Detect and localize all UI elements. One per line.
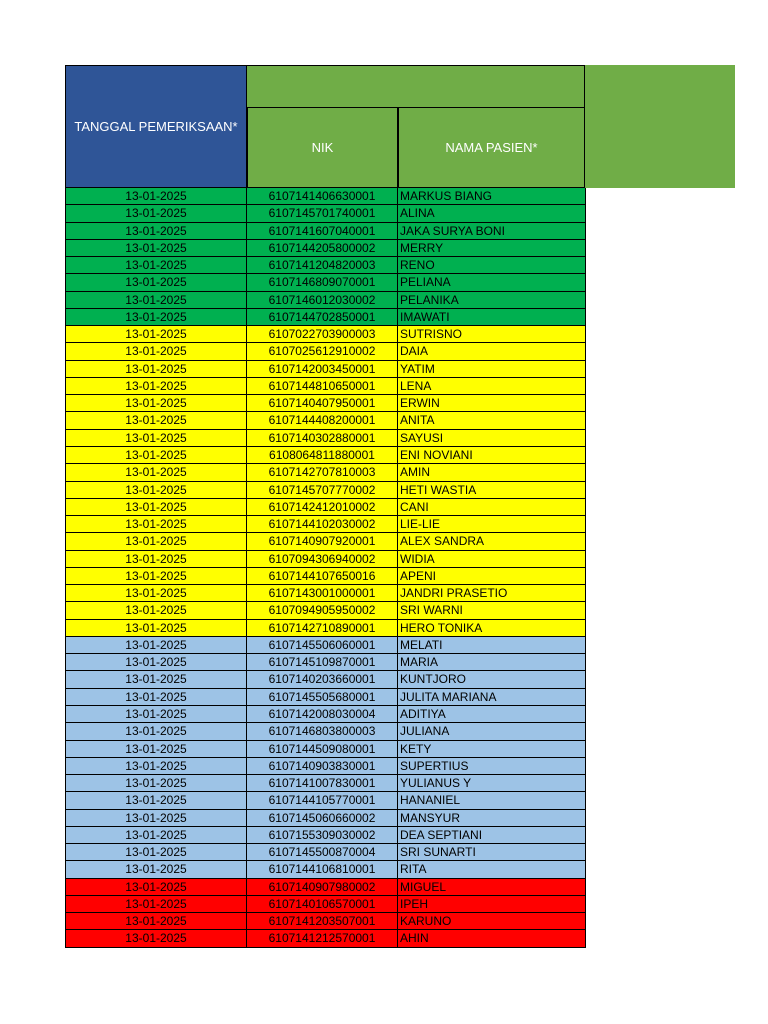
table-row [65, 378, 586, 395]
table-row [65, 482, 586, 499]
cell-nama-pasien[interactable]: IPEH [398, 896, 586, 913]
cell-nama-pasien[interactable]: JAKA SURYA BONI [398, 223, 586, 240]
cell-tanggal[interactable]: 13-01-2025 [65, 257, 247, 274]
cell-nama-pasien[interactable]: SRI WARNI [398, 602, 586, 619]
cell-nik[interactable]: 6107146012030002 [247, 292, 398, 309]
cell-tanggal[interactable]: 13-01-2025 [65, 689, 247, 706]
cell-tanggal[interactable]: 13-01-2025 [65, 844, 247, 861]
header-tanggal-pemeriksaan[interactable]: TANGGAL PEMERIKSAAN* [65, 65, 247, 188]
cell-nama-pasien[interactable]: KETY [398, 741, 586, 758]
header-fill-extension [585, 65, 735, 188]
cell-tanggal[interactable]: 13-01-2025 [65, 723, 247, 740]
table-row [65, 533, 586, 550]
cell-nama-pasien[interactable]: ANITA [398, 412, 586, 429]
cell-tanggal[interactable]: 13-01-2025 [65, 378, 247, 395]
cell-nama-pasien[interactable]: AHIN [398, 930, 586, 947]
cell-nik[interactable]: 6107094306940002 [247, 551, 398, 568]
cell-nama-pasien[interactable]: DEA SEPTIANI [398, 827, 586, 844]
table-row [65, 188, 586, 205]
cell-nik[interactable]: 6107145060660002 [247, 810, 398, 827]
cell-nama-pasien[interactable]: RITA [398, 861, 586, 878]
cell-nik[interactable]: 6107141212570001 [247, 930, 398, 947]
table-row [65, 706, 586, 723]
cell-tanggal[interactable]: 13-01-2025 [65, 326, 247, 343]
cell-tanggal[interactable]: 13-01-2025 [65, 188, 247, 205]
table-row [65, 620, 586, 637]
cell-tanggal[interactable]: 13-01-2025 [65, 395, 247, 412]
cell-nama-pasien[interactable]: LENA [398, 378, 586, 395]
table-row [65, 240, 586, 257]
cell-nik[interactable]: 6107145506060001 [247, 637, 398, 654]
cell-nik[interactable]: 6107155309030002 [247, 827, 398, 844]
table-row [65, 602, 586, 619]
cell-tanggal[interactable]: 13-01-2025 [65, 879, 247, 896]
cell-nama-pasien[interactable]: SRI SUNARTI [398, 844, 586, 861]
cell-nama-pasien[interactable]: PELANIKA [398, 292, 586, 309]
cell-nik[interactable]: 6107144408200001 [247, 412, 398, 429]
table-row [65, 879, 586, 896]
cell-nik[interactable]: 6107145701740001 [247, 205, 398, 222]
cell-nik[interactable]: 6107146803800003 [247, 723, 398, 740]
cell-nik[interactable]: 6107144810650001 [247, 378, 398, 395]
cell-tanggal[interactable]: 13-01-2025 [65, 499, 247, 516]
cell-nik[interactable]: 6107140907920001 [247, 533, 398, 550]
cell-nik[interactable]: 6107140407950001 [247, 395, 398, 412]
cell-tanggal[interactable]: 13-01-2025 [65, 205, 247, 222]
table-row [65, 326, 586, 343]
cell-nik[interactable]: 6107140907980002 [247, 879, 398, 896]
cell-nama-pasien[interactable]: JULIANA [398, 723, 586, 740]
cell-nama-pasien[interactable]: HERO TONIKA [398, 620, 586, 637]
table-row [65, 257, 586, 274]
cell-nama-pasien[interactable]: AMIN [398, 464, 586, 481]
table-row [65, 430, 586, 447]
table-row [65, 861, 586, 878]
cell-tanggal[interactable]: 13-01-2025 [65, 309, 247, 326]
cell-nik[interactable]: 6107141007830001 [247, 775, 398, 792]
cell-nama-pasien[interactable]: SUTRISNO [398, 326, 586, 343]
cell-nama-pasien[interactable]: ERWIN [398, 395, 586, 412]
table-row [65, 551, 586, 568]
cell-nama-pasien[interactable]: ALINA [398, 205, 586, 222]
table-row [65, 758, 586, 775]
cell-nik[interactable]: 6107142412010002 [247, 499, 398, 516]
table-row [65, 810, 586, 827]
cell-nama-pasien[interactable]: PELIANA [398, 274, 586, 291]
table-row [65, 499, 586, 516]
cell-nik[interactable]: 6107144702850001 [247, 309, 398, 326]
cell-tanggal[interactable]: 13-01-2025 [65, 637, 247, 654]
cell-nik[interactable]: 6107144105770001 [247, 792, 398, 809]
table-row [65, 654, 586, 671]
table-row [65, 447, 586, 464]
cell-nama-pasien[interactable]: ALEX SANDRA [398, 533, 586, 550]
cell-tanggal[interactable]: 13-01-2025 [65, 827, 247, 844]
cell-tanggal[interactable]: 13-01-2025 [65, 292, 247, 309]
cell-nik[interactable]: 6107146809070001 [247, 274, 398, 291]
cell-nik[interactable]: 6107142008030004 [247, 706, 398, 723]
cell-nama-pasien[interactable]: SAYUSI [398, 430, 586, 447]
cell-tanggal[interactable]: 13-01-2025 [65, 412, 247, 429]
cell-nik[interactable]: 6107141607040001 [247, 223, 398, 240]
cell-tanggal[interactable]: 13-01-2025 [65, 447, 247, 464]
cell-nama-pasien[interactable]: MARKUS BIANG [398, 188, 586, 205]
table-row [65, 637, 586, 654]
cell-nik[interactable]: 6107140903830001 [247, 758, 398, 775]
cell-nik[interactable]: 6108064811880001 [247, 447, 398, 464]
table-row [65, 274, 586, 291]
cell-nama-pasien[interactable]: YULIANUS Y [398, 775, 586, 792]
cell-tanggal[interactable]: 13-01-2025 [65, 274, 247, 291]
cell-nik[interactable]: 6107141406630001 [247, 188, 398, 205]
cell-nama-pasien[interactable]: CANI [398, 499, 586, 516]
cell-tanggal[interactable]: 13-01-2025 [65, 792, 247, 809]
cell-nik[interactable]: 6107145500870004 [247, 844, 398, 861]
table-row [65, 689, 586, 706]
table-row [65, 361, 586, 378]
cell-nama-pasien[interactable]: MERRY [398, 240, 586, 257]
cell-nik[interactable]: 6107142707810003 [247, 464, 398, 481]
cell-nik[interactable]: 6107094905950002 [247, 602, 398, 619]
cell-nik[interactable]: 6107144106810001 [247, 861, 398, 878]
cell-nama-pasien[interactable]: DAIA [398, 343, 586, 360]
cell-tanggal[interactable]: 13-01-2025 [65, 861, 247, 878]
cell-tanggal[interactable]: 13-01-2025 [65, 671, 247, 688]
cell-tanggal[interactable]: 13-01-2025 [65, 240, 247, 257]
cell-nik[interactable]: 6107140302880001 [247, 430, 398, 447]
cell-tanggal[interactable]: 13-01-2025 [65, 464, 247, 481]
table-row [65, 671, 586, 688]
cell-tanggal[interactable]: 13-01-2025 [65, 482, 247, 499]
cell-tanggal[interactable]: 13-01-2025 [65, 706, 247, 723]
cell-nama-pasien[interactable]: KUNTJORO [398, 671, 586, 688]
cell-nama-pasien[interactable]: JANDRI PRASETIO [398, 585, 586, 602]
cell-nama-pasien[interactable]: MELATI [398, 637, 586, 654]
header-nama-pasien[interactable]: NAMA PASIEN* [398, 107, 585, 188]
table-row [65, 585, 586, 602]
cell-nama-pasien[interactable]: LIE-LIE [398, 516, 586, 533]
cell-tanggal[interactable]: 13-01-2025 [65, 930, 247, 947]
cell-tanggal[interactable]: 13-01-2025 [65, 343, 247, 360]
cell-tanggal[interactable]: 13-01-2025 [65, 223, 247, 240]
cell-tanggal[interactable]: 13-01-2025 [65, 602, 247, 619]
table-row [65, 292, 586, 309]
cell-tanggal[interactable]: 13-01-2025 [65, 430, 247, 447]
cell-nama-pasien[interactable]: IMAWATI [398, 309, 586, 326]
table-row [65, 464, 586, 481]
cell-nik[interactable]: 6107143001000001 [247, 585, 398, 602]
cell-tanggal[interactable]: 13-01-2025 [65, 810, 247, 827]
cell-nama-pasien[interactable]: YATIM [398, 361, 586, 378]
table-row [65, 568, 586, 585]
cell-nik[interactable]: 6107142003450001 [247, 361, 398, 378]
table-row [65, 309, 586, 326]
header-nik[interactable]: NIK [247, 107, 398, 188]
table-row [65, 723, 586, 740]
cell-tanggal[interactable]: 13-01-2025 [65, 654, 247, 671]
cell-nik[interactable]: 6107140203660001 [247, 671, 398, 688]
table-row [65, 792, 586, 809]
cell-nik[interactable]: 6107145707770002 [247, 482, 398, 499]
cell-nama-pasien[interactable]: RENO [398, 257, 586, 274]
cell-nik[interactable]: 6107145505680001 [247, 689, 398, 706]
cell-nama-pasien[interactable]: MIGUEL [398, 879, 586, 896]
table-row [65, 741, 586, 758]
cell-tanggal[interactable]: 13-01-2025 [65, 585, 247, 602]
cell-tanggal[interactable]: 13-01-2025 [65, 361, 247, 378]
table-row [65, 343, 586, 360]
cell-tanggal[interactable]: 13-01-2025 [65, 568, 247, 585]
cell-tanggal[interactable]: 13-01-2025 [65, 533, 247, 550]
table-row [65, 827, 586, 844]
cell-nama-pasien[interactable]: ADITIYA [398, 706, 586, 723]
cell-nama-pasien[interactable]: WIDIA [398, 551, 586, 568]
table-row [65, 223, 586, 240]
table-row [65, 775, 586, 792]
cell-nik[interactable]: 6107144205800002 [247, 240, 398, 257]
table-row [65, 896, 586, 913]
table-row [65, 516, 586, 533]
cell-nik[interactable]: 6107022703900003 [247, 326, 398, 343]
table-row [65, 205, 586, 222]
table-row [65, 913, 586, 930]
cell-nama-pasien[interactable]: KARUNO [398, 913, 586, 930]
cell-tanggal[interactable]: 13-01-2025 [65, 551, 247, 568]
cell-nik[interactable]: 6107142710890001 [247, 620, 398, 637]
cell-nik[interactable]: 6107144107650016 [247, 568, 398, 585]
cell-nama-pasien[interactable]: HETI WASTIA [398, 482, 586, 499]
cell-nama-pasien[interactable]: JULITA MARIANA [398, 689, 586, 706]
cell-nik[interactable]: 6107145109870001 [247, 654, 398, 671]
cell-tanggal[interactable]: 13-01-2025 [65, 516, 247, 533]
cell-nik[interactable]: 6107140106570001 [247, 896, 398, 913]
cell-tanggal[interactable]: 13-01-2025 [65, 775, 247, 792]
cell-tanggal[interactable]: 13-01-2025 [65, 620, 247, 637]
cell-nik[interactable]: 6107144509080001 [247, 741, 398, 758]
cell-nik[interactable]: 6107144102030002 [247, 516, 398, 533]
table-row [65, 930, 586, 947]
cell-nama-pasien[interactable]: HANANIEL [398, 792, 586, 809]
cell-nik[interactable]: 6107141204820003 [247, 257, 398, 274]
table-row [65, 395, 586, 412]
header-merged-top-cell[interactable] [247, 65, 585, 107]
cell-tanggal[interactable]: 13-01-2025 [65, 896, 247, 913]
cell-tanggal[interactable]: 13-01-2025 [65, 758, 247, 775]
cell-tanggal[interactable]: 13-01-2025 [65, 741, 247, 758]
cell-nama-pasien[interactable]: MANSYUR [398, 810, 586, 827]
cell-nama-pasien[interactable]: APENI [398, 568, 586, 585]
cell-nama-pasien[interactable]: SUPERTIUS [398, 758, 586, 775]
cell-nama-pasien[interactable]: MARIA [398, 654, 586, 671]
cell-nik[interactable]: 6107141203507001 [247, 913, 398, 930]
cell-tanggal[interactable]: 13-01-2025 [65, 913, 247, 930]
cell-nik[interactable]: 6107025612910002 [247, 343, 398, 360]
table-row [65, 412, 586, 429]
cell-nama-pasien[interactable]: ENI NOVIANI [398, 447, 586, 464]
table-body [65, 188, 586, 948]
table-row [65, 844, 586, 861]
